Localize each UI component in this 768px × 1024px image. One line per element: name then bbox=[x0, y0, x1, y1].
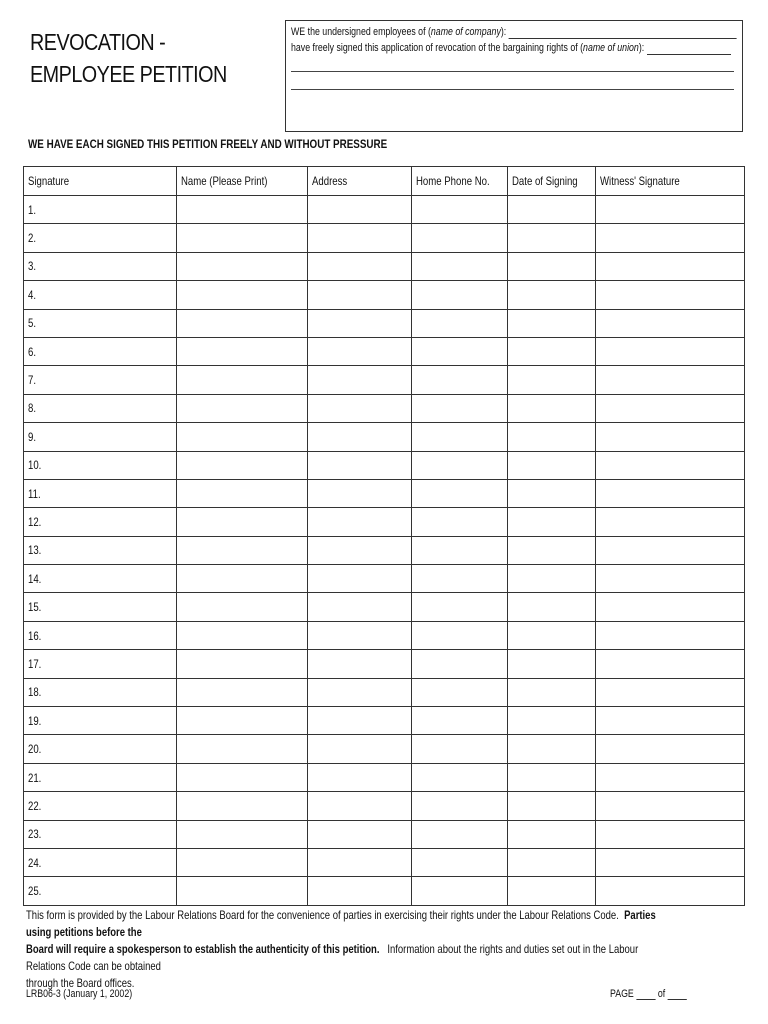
row-number: 22. bbox=[28, 798, 42, 813]
cell-address[interactable] bbox=[308, 224, 412, 252]
col-header-address: Address bbox=[308, 167, 412, 196]
cell-date-of-signing[interactable] bbox=[508, 536, 596, 564]
col-header-witness-signature: Witness' Signature bbox=[596, 167, 745, 196]
cell-address[interactable] bbox=[308, 337, 412, 365]
table-row bbox=[24, 792, 745, 820]
cell-address[interactable] bbox=[308, 394, 412, 422]
table-row bbox=[24, 763, 745, 791]
cell-date-of-signing[interactable] bbox=[508, 423, 596, 451]
cell-witness-signature[interactable] bbox=[596, 848, 745, 876]
cell-home-phone[interactable] bbox=[412, 707, 508, 735]
table-row bbox=[24, 337, 745, 365]
cell-address[interactable] bbox=[308, 423, 412, 451]
col-header-name: Name (Please Print) bbox=[177, 167, 308, 196]
cell-date-of-signing[interactable] bbox=[508, 252, 596, 280]
cell-name[interactable] bbox=[177, 196, 308, 224]
table-row bbox=[24, 451, 745, 479]
cell-date-of-signing[interactable] bbox=[508, 508, 596, 536]
cell-home-phone[interactable] bbox=[412, 366, 508, 394]
cell-signature[interactable] bbox=[24, 848, 177, 876]
cell-witness-signature[interactable] bbox=[596, 394, 745, 422]
petition-rows bbox=[24, 196, 745, 906]
row-number: 10. bbox=[28, 458, 42, 473]
table-row bbox=[24, 252, 745, 280]
cell-signature[interactable] bbox=[24, 309, 177, 337]
form-title-line-2: EMPLOYEE PETITION bbox=[30, 61, 227, 87]
cell-address[interactable] bbox=[308, 707, 412, 735]
cell-signature[interactable] bbox=[24, 621, 177, 649]
union-line-em: name of union bbox=[583, 42, 639, 54]
row-number: 17. bbox=[28, 656, 42, 671]
row-number: 20. bbox=[28, 742, 42, 757]
table-header-row bbox=[24, 167, 745, 196]
cell-name[interactable] bbox=[177, 565, 308, 593]
form-title-line-1: REVOCATION - bbox=[30, 29, 166, 55]
cell-date-of-signing[interactable] bbox=[508, 820, 596, 848]
cell-signature[interactable] bbox=[24, 820, 177, 848]
cell-name[interactable] bbox=[177, 508, 308, 536]
row-number: 2. bbox=[28, 231, 37, 246]
cell-date-of-signing[interactable] bbox=[508, 621, 596, 649]
company-line-prefix: WE the undersigned employees of ( bbox=[291, 26, 431, 38]
cell-date-of-signing[interactable] bbox=[508, 565, 596, 593]
cell-witness-signature[interactable] bbox=[596, 309, 745, 337]
cell-home-phone[interactable] bbox=[412, 678, 508, 706]
cell-address[interactable] bbox=[308, 479, 412, 507]
cell-name[interactable] bbox=[177, 536, 308, 564]
cell-date-of-signing[interactable] bbox=[508, 224, 596, 252]
cell-date-of-signing[interactable] bbox=[508, 309, 596, 337]
row-number: 15. bbox=[28, 600, 42, 615]
row-number: 16. bbox=[28, 628, 42, 643]
cell-witness-signature[interactable] bbox=[596, 508, 745, 536]
table-row bbox=[24, 877, 745, 905]
cell-witness-signature[interactable] bbox=[596, 479, 745, 507]
cell-home-phone[interactable] bbox=[412, 621, 508, 649]
cell-name[interactable] bbox=[177, 848, 308, 876]
cell-witness-signature[interactable] bbox=[596, 224, 745, 252]
table-row bbox=[24, 678, 745, 706]
table-row bbox=[24, 650, 745, 678]
cell-name[interactable] bbox=[177, 593, 308, 621]
row-number: 5. bbox=[28, 316, 37, 331]
cell-name[interactable] bbox=[177, 621, 308, 649]
table-row bbox=[24, 735, 745, 763]
cell-date-of-signing[interactable] bbox=[508, 366, 596, 394]
cell-witness-signature[interactable] bbox=[596, 423, 745, 451]
footer-note-info: Information about the rights and duties set out in the Labour Relations Code can be obtained bbox=[26, 942, 639, 973]
cell-name[interactable] bbox=[177, 650, 308, 678]
row-number: 19. bbox=[28, 713, 42, 728]
table-row bbox=[24, 565, 745, 593]
cell-address[interactable] bbox=[308, 792, 412, 820]
cell-address[interactable] bbox=[308, 593, 412, 621]
cell-address[interactable] bbox=[308, 735, 412, 763]
row-number: 13. bbox=[28, 543, 42, 558]
cell-name[interactable] bbox=[177, 877, 308, 905]
row-number: 24. bbox=[28, 855, 42, 870]
row-number: 23. bbox=[28, 827, 42, 842]
row-number: 4. bbox=[28, 287, 37, 302]
table-row bbox=[24, 593, 745, 621]
cell-date-of-signing[interactable] bbox=[508, 678, 596, 706]
table-row bbox=[24, 508, 745, 536]
cell-home-phone[interactable] bbox=[412, 337, 508, 365]
row-number: 21. bbox=[28, 770, 42, 785]
row-number: 9. bbox=[28, 429, 37, 444]
cell-signature[interactable] bbox=[24, 707, 177, 735]
table-row bbox=[24, 224, 745, 252]
col-header-home-phone: Home Phone No. bbox=[412, 167, 508, 196]
company-line-suffix: ): bbox=[500, 26, 507, 38]
cell-witness-signature[interactable] bbox=[596, 281, 745, 309]
cell-home-phone[interactable] bbox=[412, 394, 508, 422]
cell-signature[interactable] bbox=[24, 678, 177, 706]
footer-note bbox=[26, 907, 658, 992]
cell-address[interactable] bbox=[308, 508, 412, 536]
cell-signature[interactable] bbox=[24, 735, 177, 763]
page-label: PAGE bbox=[610, 988, 634, 1000]
table-row bbox=[24, 196, 745, 224]
cell-name[interactable] bbox=[177, 309, 308, 337]
footer-note-bold-b: Board will require a spokesperson to establish the authenticity of this petition. bbox=[26, 942, 380, 956]
cell-witness-signature[interactable] bbox=[596, 820, 745, 848]
cell-signature[interactable] bbox=[24, 536, 177, 564]
table-row bbox=[24, 479, 745, 507]
cell-date-of-signing[interactable] bbox=[508, 707, 596, 735]
cell-witness-signature[interactable] bbox=[596, 366, 745, 394]
table-row bbox=[24, 281, 745, 309]
cell-signature[interactable] bbox=[24, 196, 177, 224]
table-row bbox=[24, 820, 745, 848]
page-total-field[interactable] bbox=[668, 990, 687, 1000]
cell-home-phone[interactable] bbox=[412, 451, 508, 479]
cell-date-of-signing[interactable] bbox=[508, 792, 596, 820]
cell-name[interactable] bbox=[177, 707, 308, 735]
cell-home-phone[interactable] bbox=[412, 252, 508, 280]
cell-name[interactable] bbox=[177, 423, 308, 451]
col-header-date-of-signing: Date of Signing bbox=[508, 167, 596, 196]
footer-note-intro: This form is provided by the Labour Relations Board for the convenience of parties in exercising their rights under the Labour Relations Code. bbox=[26, 908, 619, 922]
cell-home-phone[interactable] bbox=[412, 536, 508, 564]
cell-name[interactable] bbox=[177, 792, 308, 820]
cell-address[interactable] bbox=[308, 536, 412, 564]
cell-signature[interactable] bbox=[24, 394, 177, 422]
cell-signature[interactable] bbox=[24, 451, 177, 479]
cell-address[interactable] bbox=[308, 309, 412, 337]
cell-date-of-signing[interactable] bbox=[508, 735, 596, 763]
of-label: of bbox=[657, 988, 666, 1000]
cell-signature[interactable] bbox=[24, 508, 177, 536]
cell-home-phone[interactable] bbox=[412, 848, 508, 876]
cell-home-phone[interactable] bbox=[412, 820, 508, 848]
union-name-field[interactable] bbox=[647, 44, 731, 55]
cell-address[interactable] bbox=[308, 252, 412, 280]
cell-address[interactable] bbox=[308, 366, 412, 394]
cell-name[interactable] bbox=[177, 678, 308, 706]
cell-date-of-signing[interactable] bbox=[508, 451, 596, 479]
cell-home-phone[interactable] bbox=[412, 281, 508, 309]
footer-note-bold-a: Parties using petitions before the bbox=[26, 908, 656, 939]
cell-date-of-signing[interactable] bbox=[508, 877, 596, 905]
cell-name[interactable] bbox=[177, 763, 308, 791]
union-name-continuation-line-1[interactable] bbox=[291, 71, 734, 72]
cell-signature[interactable] bbox=[24, 252, 177, 280]
cell-signature[interactable] bbox=[24, 281, 177, 309]
row-number: 14. bbox=[28, 571, 42, 586]
cell-address[interactable] bbox=[308, 196, 412, 224]
row-number: 12. bbox=[28, 514, 42, 529]
cell-name[interactable] bbox=[177, 337, 308, 365]
cell-home-phone[interactable] bbox=[412, 650, 508, 678]
table-row bbox=[24, 848, 745, 876]
company-line bbox=[291, 26, 737, 39]
cell-date-of-signing[interactable] bbox=[508, 848, 596, 876]
cell-witness-signature[interactable] bbox=[596, 337, 745, 365]
cell-home-phone[interactable] bbox=[412, 479, 508, 507]
table-row bbox=[24, 309, 745, 337]
cell-home-phone[interactable] bbox=[412, 196, 508, 224]
table-row bbox=[24, 621, 745, 649]
cell-witness-signature[interactable] bbox=[596, 536, 745, 564]
cell-home-phone[interactable] bbox=[412, 735, 508, 763]
cell-witness-signature[interactable] bbox=[596, 707, 745, 735]
cell-name[interactable] bbox=[177, 366, 308, 394]
row-number: 11. bbox=[28, 486, 41, 501]
union-line-suffix: ): bbox=[638, 42, 645, 54]
table-row bbox=[24, 707, 745, 735]
cell-date-of-signing[interactable] bbox=[508, 394, 596, 422]
cell-signature[interactable] bbox=[24, 479, 177, 507]
cell-witness-signature[interactable] bbox=[596, 735, 745, 763]
cell-address[interactable] bbox=[308, 848, 412, 876]
cell-address[interactable] bbox=[308, 650, 412, 678]
cell-signature[interactable] bbox=[24, 763, 177, 791]
cell-signature[interactable] bbox=[24, 593, 177, 621]
company-name-field[interactable] bbox=[509, 28, 737, 39]
cell-date-of-signing[interactable] bbox=[508, 479, 596, 507]
cell-witness-signature[interactable] bbox=[596, 650, 745, 678]
cell-home-phone[interactable] bbox=[412, 763, 508, 791]
row-number: 3. bbox=[28, 259, 37, 274]
petition-table bbox=[23, 166, 745, 906]
cell-signature[interactable] bbox=[24, 792, 177, 820]
cell-witness-signature[interactable] bbox=[596, 621, 745, 649]
cell-date-of-signing[interactable] bbox=[508, 650, 596, 678]
petition-subheading: WE HAVE EACH SIGNED THIS PETITION FREELY AND WITHOUT PRESSURE bbox=[28, 137, 388, 151]
cell-name[interactable] bbox=[177, 252, 308, 280]
cell-home-phone[interactable] bbox=[412, 309, 508, 337]
cell-address[interactable] bbox=[308, 820, 412, 848]
table-row bbox=[24, 366, 745, 394]
cell-home-phone[interactable] bbox=[412, 792, 508, 820]
cell-signature[interactable] bbox=[24, 650, 177, 678]
cell-home-phone[interactable] bbox=[412, 877, 508, 905]
cell-name[interactable] bbox=[177, 451, 308, 479]
cell-name[interactable] bbox=[177, 735, 308, 763]
cell-name[interactable] bbox=[177, 479, 308, 507]
cell-home-phone[interactable] bbox=[412, 565, 508, 593]
row-number: 25. bbox=[28, 884, 42, 899]
form-code: LRB06-3 (January 1, 2002) bbox=[26, 988, 133, 1000]
cell-home-phone[interactable] bbox=[412, 423, 508, 451]
company-line-em: name of company bbox=[430, 26, 501, 38]
cell-home-phone[interactable] bbox=[412, 508, 508, 536]
cell-address[interactable] bbox=[308, 763, 412, 791]
cell-name[interactable] bbox=[177, 820, 308, 848]
cell-signature[interactable] bbox=[24, 224, 177, 252]
cell-witness-signature[interactable] bbox=[596, 451, 745, 479]
row-number: 1. bbox=[28, 202, 37, 217]
footer-note-offices: through the Board offices. bbox=[26, 976, 135, 990]
cell-signature[interactable] bbox=[24, 423, 177, 451]
cell-witness-signature[interactable] bbox=[596, 678, 745, 706]
cell-address[interactable] bbox=[308, 451, 412, 479]
cell-witness-signature[interactable] bbox=[596, 763, 745, 791]
row-number: 18. bbox=[28, 685, 42, 700]
cell-witness-signature[interactable] bbox=[596, 196, 745, 224]
cell-date-of-signing[interactable] bbox=[508, 196, 596, 224]
union-name-continuation-line-2[interactable] bbox=[291, 89, 734, 90]
cell-date-of-signing[interactable] bbox=[508, 337, 596, 365]
cell-witness-signature[interactable] bbox=[596, 792, 745, 820]
cell-name[interactable] bbox=[177, 281, 308, 309]
cell-name[interactable] bbox=[177, 224, 308, 252]
cell-witness-signature[interactable] bbox=[596, 252, 745, 280]
cell-witness-signature[interactable] bbox=[596, 593, 745, 621]
cell-signature[interactable] bbox=[24, 337, 177, 365]
cell-witness-signature[interactable] bbox=[596, 877, 745, 905]
cell-witness-signature[interactable] bbox=[596, 565, 745, 593]
row-number: 6. bbox=[28, 344, 37, 359]
cell-signature[interactable] bbox=[24, 565, 177, 593]
cell-signature[interactable] bbox=[24, 366, 177, 394]
cell-address[interactable] bbox=[308, 281, 412, 309]
cell-home-phone[interactable] bbox=[412, 593, 508, 621]
union-line-prefix: have freely signed this application of revocation of the bargaining rights of ( bbox=[291, 42, 584, 54]
table-row bbox=[24, 536, 745, 564]
cell-home-phone[interactable] bbox=[412, 224, 508, 252]
row-number: 8. bbox=[28, 401, 37, 416]
cell-signature[interactable] bbox=[24, 877, 177, 905]
col-header-signature: Signature bbox=[24, 167, 177, 196]
cell-name[interactable] bbox=[177, 394, 308, 422]
declaration-box bbox=[285, 20, 743, 132]
cell-address[interactable] bbox=[308, 565, 412, 593]
form-title bbox=[30, 26, 227, 90]
cell-address[interactable] bbox=[308, 678, 412, 706]
row-number: 7. bbox=[28, 373, 37, 388]
table-row bbox=[24, 394, 745, 422]
page-number-field[interactable] bbox=[636, 990, 655, 1000]
table-row bbox=[24, 423, 745, 451]
cell-address[interactable] bbox=[308, 621, 412, 649]
cell-date-of-signing[interactable] bbox=[508, 593, 596, 621]
cell-address[interactable] bbox=[308, 877, 412, 905]
cell-date-of-signing[interactable] bbox=[508, 763, 596, 791]
cell-date-of-signing[interactable] bbox=[508, 281, 596, 309]
page-number bbox=[610, 988, 687, 1000]
union-line bbox=[291, 42, 731, 55]
